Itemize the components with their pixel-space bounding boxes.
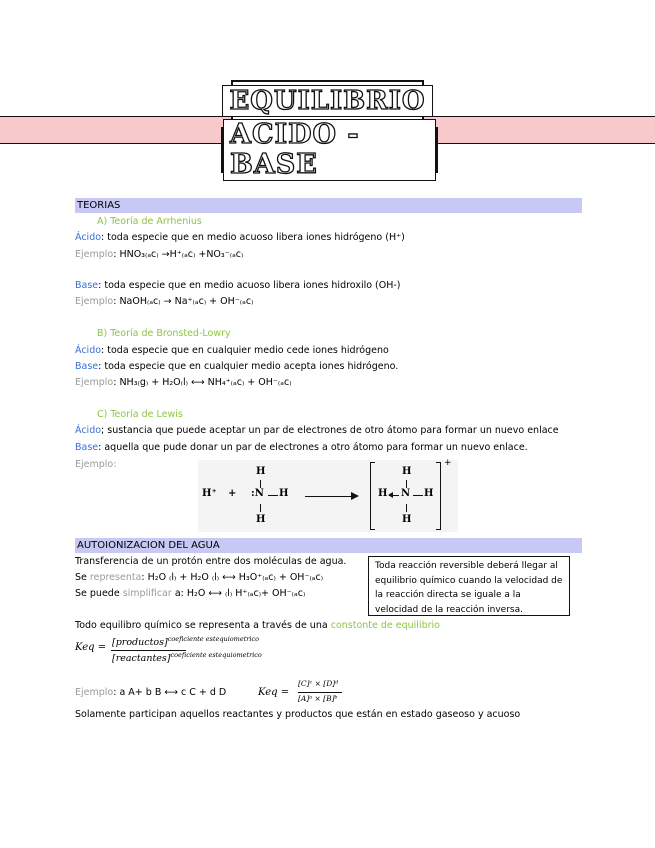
- base-label: Base: [75, 361, 99, 372]
- auto-line-3-text: a: H₂O ⟷ ₍l₎ H⁺₍ₐc₎+ OH⁻₍ₐc₎: [174, 588, 306, 599]
- auto-line-4: [75, 619, 440, 633]
- acido-label: Ácido: [75, 425, 102, 436]
- bronsted-ejemplo: [75, 376, 292, 390]
- base-text: : aquella que pude donar un par de electrones a otro átomo para formar un nuevo enlace.: [98, 442, 528, 453]
- nh4-n: N: [401, 488, 411, 499]
- section-teorias: [75, 198, 582, 213]
- bracket-left: [370, 462, 375, 530]
- se-puede: Se puede: [75, 588, 120, 599]
- keq2-formula: [258, 679, 378, 709]
- productos: [productos]: [112, 637, 168, 648]
- acido-text: : toda especie que en cualquier medio cede iones hidrógeno: [101, 345, 389, 356]
- lewis-base: [75, 441, 528, 455]
- acido-label: Ácido: [75, 232, 102, 243]
- auto-line-2-text: : H₂O ₍l₎ + H₂O ₍l₎ ⟷ H₃O⁺₍ₐc₎ + OH⁻₍ₐc₎: [141, 572, 324, 583]
- arrhenius-acido: [75, 231, 405, 245]
- section-autoionizacion: [75, 538, 582, 553]
- bronsted-acido: [75, 344, 389, 358]
- se-label: Se: [75, 572, 87, 583]
- keq-denominator: [112, 651, 262, 664]
- lewis-ejemplo-label: Ejemplo:: [75, 459, 117, 470]
- auto-line-3: [75, 587, 305, 601]
- reactantes: [reactantes]: [112, 653, 171, 664]
- base-text: : toda especie que en medio acuoso libera iones hidroxilo (OH-): [98, 280, 401, 291]
- bronsted-base: [75, 360, 398, 374]
- simplificar: simplificar: [122, 588, 172, 599]
- nh3-bottom-h: H: [256, 514, 266, 525]
- nh3-right-h: H: [279, 488, 289, 499]
- acido-text: ; sustancia que puede aceptar un par de electrones de otro átomo para formar un nuevo enlace: [101, 425, 559, 436]
- nh4-top-h: H: [402, 466, 412, 477]
- arrhenius-heading: A) Teoría de Arrhenius: [97, 216, 202, 227]
- nh4-right-h: H: [424, 488, 434, 499]
- nh4-bond-top: [406, 480, 407, 488]
- nh4-charge: +: [444, 458, 452, 468]
- arrhenius-ejemplo-1: [75, 248, 243, 262]
- acido-label: Ácido: [75, 345, 102, 356]
- lewis-acido: [75, 424, 559, 438]
- lewis-heading: C) Teoría de Lewis: [97, 409, 183, 420]
- section-teorias-label: TEORIAS: [77, 200, 121, 211]
- exponent-den: coeficiente estequiometrico: [170, 651, 262, 659]
- plus-sign: +: [228, 488, 237, 499]
- nh4-bond-left-arrow: [388, 492, 393, 498]
- bond-right: [268, 495, 278, 496]
- title-box-1: [231, 80, 424, 122]
- ejemplo-text: : NH₃₍g₎ + H₂O₍l₎ ⟷ NH₄⁺₍ₐc₎ + OH⁻₍ₐc₎: [113, 377, 292, 388]
- ejemplo-label: Ejemplo: [75, 249, 114, 260]
- nh4-left-h: H: [378, 488, 388, 499]
- reaction-arrowhead: [351, 492, 359, 500]
- hplus-label: H⁺: [202, 488, 217, 499]
- keq-formula: [75, 635, 335, 665]
- keq2-label: Keq =: [258, 687, 290, 698]
- nh4-bond-bottom: [406, 504, 407, 512]
- note-box: Toda reacción reversible deberá llegar al equilibrio químico cuando la velocidad de la reacción directa se iguale a la velocidad de la reacción inversa.: [368, 556, 570, 616]
- ejemplo-label: Ejemplo: [75, 377, 114, 388]
- lewis-reaction-diagram: [198, 460, 458, 532]
- represento-label: representa: [89, 572, 142, 583]
- title-line-2: ACIDO - BASE: [223, 119, 436, 181]
- reaction-arrow: [305, 496, 353, 497]
- keq-label: Keq =: [75, 642, 107, 653]
- exponent-num: coeficiente estequiometrico: [167, 635, 260, 643]
- arrhenius-base: [75, 279, 401, 293]
- keq-numerator: [112, 635, 259, 648]
- title-box-2: [221, 119, 438, 180]
- ejemplo-label: Ejemplo: [75, 687, 114, 698]
- section-autoionizacion-label: AUTOIONIZACION DEL AGUA: [77, 540, 220, 551]
- base-label: Base: [75, 280, 99, 291]
- auto-line-2: [75, 571, 323, 585]
- bond-bottom: [260, 504, 261, 512]
- arrhenius-ejemplo-2: [75, 295, 253, 309]
- base-text: : toda especie que en cualquier medio acepta iones hidrógeno.: [98, 361, 399, 372]
- ejemplo-text: : NaOH₍ₐc₎ → Na⁺₍ₐc₎ + OH⁻₍ₐc₎: [113, 296, 254, 307]
- nh3-n: :N: [251, 488, 264, 499]
- bracket-right: [436, 462, 441, 530]
- title-line-1: EQUILIBRIO: [222, 85, 432, 117]
- nh3-top-h: H: [256, 466, 266, 477]
- ejemplo-label: Ejemplo: [75, 296, 114, 307]
- ejemplo-text: : a A+ b B ⟷ c C + d D: [113, 687, 227, 698]
- constante-equilibrio: constonte de equilibrio: [330, 620, 440, 631]
- equilibrio-text: Todo equilibro químico se representa a través de una: [75, 620, 328, 631]
- ejemplo-text: : HNO₃₍ₐc₎ →H⁺₍ₐc₎ +NO₃⁻₍ₐc₎: [113, 249, 244, 260]
- acido-text: : toda especie que en medio acuoso libera iones hidrógeno (H⁺): [101, 232, 405, 243]
- nh4-bond-right: [413, 495, 423, 496]
- bond-top: [260, 480, 261, 488]
- bronsted-heading: B) Teoría de Bronsted-Lowry: [97, 328, 231, 339]
- keq2-numerator: [C]ᶜ × [D]ᵈ: [298, 679, 339, 688]
- nh4-bottom-h: H: [402, 514, 412, 525]
- keq2-fraction-bar: [298, 692, 342, 693]
- base-label: Base: [75, 442, 99, 453]
- auto-line-final: Solamente participan aquellos reactantes y productos que están en estado gaseoso y acuoso: [75, 709, 521, 720]
- auto-line-1: Transferencia de un protón entre dos moléculas de agua.: [75, 556, 347, 567]
- keq2-denominator: [A]ᵃ × [B]ᵇ: [298, 694, 338, 703]
- auto-ejemplo: [75, 686, 226, 700]
